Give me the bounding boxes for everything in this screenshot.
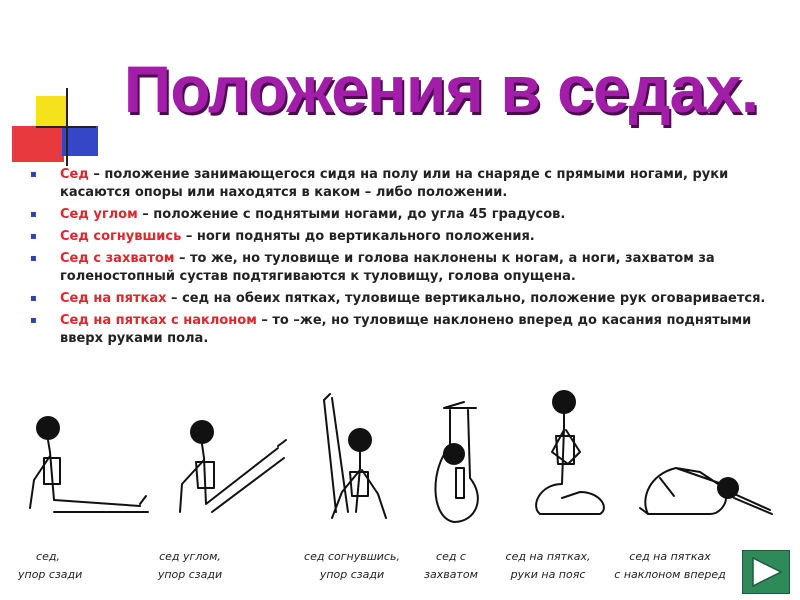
decor-square-red xyxy=(12,126,64,162)
item-description: – то же, но туловище и голова наклонены к ногам, а ноги, захватом за голеностопный сустав подтягиваются к туловищу, голова опущена. xyxy=(60,251,715,284)
item-description: – сед на обеих пятках, туловище вертикально, положение рук оговаривается. xyxy=(166,291,766,306)
figure-sit-support-icon xyxy=(20,388,150,538)
list-item xyxy=(30,312,770,348)
caption-line: сед согнувшись, xyxy=(304,550,400,563)
list-item xyxy=(30,206,770,224)
figure-pike-sit-icon xyxy=(302,388,412,538)
bullet-icon xyxy=(30,206,60,224)
figure-v-sit-icon xyxy=(160,388,290,538)
next-slide-button[interactable] xyxy=(742,550,790,594)
item-text xyxy=(60,250,770,286)
caption-line: сед на пятках xyxy=(629,550,711,563)
item-term: Сед xyxy=(60,167,89,182)
caption-line: сед углом, xyxy=(159,550,221,563)
caption-2 xyxy=(150,548,230,584)
definitions-list xyxy=(30,166,770,352)
caption-1 xyxy=(18,548,83,584)
item-term: Сед углом xyxy=(60,207,138,222)
illustrations xyxy=(10,388,790,548)
caption-line: упор сзади xyxy=(319,568,385,581)
caption-4 xyxy=(420,548,482,584)
list-item xyxy=(30,166,770,202)
caption-line: сед, xyxy=(36,550,60,563)
item-text xyxy=(60,206,565,224)
list-item xyxy=(30,228,770,246)
item-text xyxy=(60,228,535,246)
bullet-icon xyxy=(30,166,60,202)
page-title: Положения в седах. xyxy=(123,52,759,126)
caption-3 xyxy=(296,548,408,584)
item-description: – положение с поднятыми ногами, до угла 45 градусов. xyxy=(137,207,566,222)
figure-tuck-sit-icon xyxy=(420,388,500,538)
list-item xyxy=(30,250,770,286)
decor-square-yellow xyxy=(36,96,66,126)
item-term: Сед с захватом xyxy=(60,251,175,266)
bullet-icon xyxy=(30,250,60,286)
list-item xyxy=(30,290,770,308)
caption-line: сед с xyxy=(436,550,466,563)
caption-line: захватом xyxy=(424,568,478,581)
caption-5 xyxy=(498,548,598,584)
caption-line: упор сзади xyxy=(18,568,83,581)
item-description: – ноги подняты до вертикального положения. xyxy=(181,229,535,244)
bullet-icon xyxy=(30,228,60,246)
item-text xyxy=(60,166,770,202)
caption-line: сед на пятках, xyxy=(505,550,591,563)
item-term: Сед согнувшись xyxy=(60,229,182,244)
bullet-icon xyxy=(30,312,60,348)
caption-line: с наклоном вперед xyxy=(614,568,726,581)
item-text xyxy=(60,290,765,308)
item-description: – то –же, но туловище наклонено вперед до касания поднятыми вверх руками пола. xyxy=(60,313,752,346)
bullet-icon xyxy=(30,290,60,308)
caption-line: упор сзади xyxy=(157,568,223,581)
item-term: Сед на пятках с наклоном xyxy=(60,313,257,328)
item-description: – положение занимающегося сидя на полу или на снаряде с прямыми ногами, руки касаются опоры или находятся в каком – либо положении. xyxy=(60,167,729,200)
figure-kneel-sit-icon xyxy=(520,388,630,538)
item-term: Сед на пятках xyxy=(60,291,167,306)
caption-6 xyxy=(606,548,734,584)
decor-line-horizontal xyxy=(36,126,96,128)
figure-kneel-bend-forward-icon xyxy=(630,388,780,538)
play-triangle-icon xyxy=(743,551,789,593)
item-text xyxy=(60,312,770,348)
caption-line: руки на пояс xyxy=(510,568,586,581)
